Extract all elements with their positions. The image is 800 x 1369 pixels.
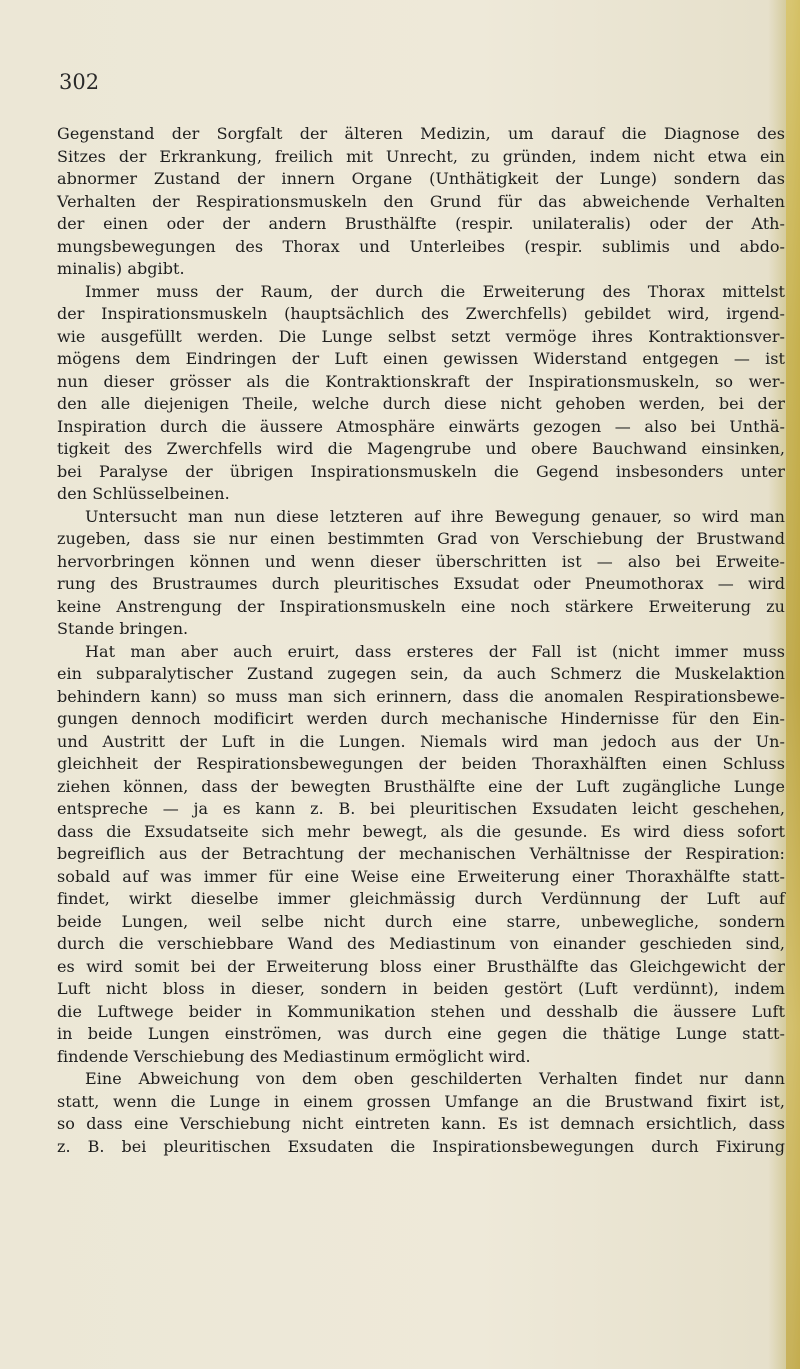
- text-line: wie ausgefüllt werden. Die Lunge selbst setzt vermöge ihres Kontraktionsver-: [57, 326, 785, 346]
- text-line: Verhalten der Respirationsmuskeln den Grund für das abweichende Verhalten: [57, 191, 785, 211]
- text-line: behindern kann) so muss man sich erinnern, dass die anomalen Respirationsbewe-: [57, 686, 785, 706]
- text-line: ein subparalytischer Zustand zugegen sein, da auch Schmerz die Muskelaktion: [57, 664, 785, 683]
- text-line: bei Paralyse der übrigen Inspirationsmuskeln die Gegend insbesonders unter: [57, 461, 785, 481]
- text-line: gungen dennoch modificirt werden durch mechanische Hindernisse für den Ein-: [57, 709, 785, 728]
- text-line: durch die verschiebbare Wand des Mediastinum von einander geschieden sind,: [57, 934, 785, 953]
- text-line: hervorbringen können und wenn dieser überschritten ist — also bei Erweite-: [57, 551, 785, 571]
- paragraph-5: [57, 1068, 785, 1158]
- text-line: in beide Lungen einströmen, was durch eine gegen die thätige Lunge statt-: [57, 1024, 785, 1043]
- text-line: und Austritt der Luft in die Lungen. Niemals wird man jedoch aus der Un-: [57, 731, 785, 751]
- paragraph-1: [57, 123, 785, 281]
- text-line: es wird somit bei der Erweiterung bloss einer Brusthälfte das Gleichgewicht der: [57, 956, 785, 976]
- text-line: minalis) abgibt.: [57, 259, 185, 278]
- page-edge: [786, 0, 800, 1369]
- paragraph-4: [57, 641, 785, 1069]
- text-line: der Inspirationsmuskeln (hauptsächlich des Zwerchfells) gebildet wird, irgend-: [57, 304, 785, 323]
- paragraph-2: [57, 281, 785, 506]
- text-line: mögens dem Eindringen der Luft einen gewissen Widerstand entgegen — ist: [57, 349, 785, 368]
- text-line: dass die Exsudatseite sich mehr bewegt, als die gesunde. Es wird diess sofort: [57, 821, 785, 841]
- text-line: abnormer Zustand der innern Organe (Unthätigkeit der Lunge) sondern das: [57, 169, 785, 188]
- text-line: rung des Brustraumes durch pleuritisches Exsudat oder Pneumothorax — wird: [57, 574, 785, 593]
- text-line: so dass eine Verschiebung nicht eintreten kann. Es ist demnach ersichtlich, dass: [57, 1114, 785, 1133]
- text-line: findet, wirkt dieselbe immer gleichmässig durch Verdünnung der Luft auf: [57, 889, 785, 908]
- text-line: die Luftwege beider in Kommunikation stehen und desshalb die äussere Luft: [57, 1001, 785, 1021]
- text-line: Eine Abweichung von dem oben geschilderten Verhalten findet nur dann: [85, 1069, 785, 1088]
- text-line: den alle diejenigen Theile, welche durch diese nicht gehoben werden, bei der: [57, 394, 785, 413]
- text-line: gleichheit der Respirationsbewegungen der beiden Thoraxhälften einen Schluss: [57, 754, 785, 773]
- text-line: der einen oder der andern Brusthälfte (respir. unilateralis) oder der Ath-: [57, 214, 785, 233]
- text-line: zugeben, dass sie nur einen bestimmten Grad von Verschiebung der Brustwand: [57, 529, 785, 548]
- text-line: Luft nicht bloss in dieser, sondern in beiden gestört (Luft verdünnt), indem: [57, 979, 785, 998]
- text-line: Hat man aber auch eruirt, dass ersteres der Fall ist (nicht immer muss: [85, 641, 785, 661]
- text-line: begreiflich aus der Betrachtung der mechanischen Verhältnisse der Respiration:: [57, 844, 785, 863]
- text-line: Untersucht man nun diese letzteren auf ihre Bewegung genauer, so wird man: [85, 506, 785, 526]
- paragraph-3: [57, 506, 785, 641]
- text-line: Sitzes der Erkrankung, freilich mit Unrecht, zu gründen, indem nicht etwa ein: [57, 146, 785, 166]
- text-line: Stande bringen.: [57, 619, 189, 638]
- text-line: sobald auf was immer für eine Weise eine Erweiterung einer Thoraxhälfte statt-: [57, 866, 785, 886]
- text-line: Inspiration durch die äussere Atmosphäre einwärts gezogen — also bei Unthä-: [57, 416, 785, 436]
- text-line: beide Lungen, weil selbe nicht durch eine starre, unbewegliche, sondern: [57, 911, 785, 931]
- text-line: ziehen können, dass der bewegten Brusthälfte eine der Luft zugängliche Lunge: [57, 776, 785, 796]
- text-line: mungsbewegungen des Thorax und Unterleibes (respir. sublimis und abdo-: [57, 236, 785, 256]
- text-line: z. B. bei pleuritischen Exsudaten die Inspirationsbewegungen durch Fixirung: [57, 1136, 785, 1156]
- text-line: keine Anstrengung der Inspirationsmuskeln eine noch stärkere Erweiterung zu: [57, 596, 785, 616]
- text-line: den Schlüsselbeinen.: [57, 484, 230, 503]
- body-text: [57, 123, 785, 1158]
- text-line: entspreche — ja es kann z. B. bei pleuritischen Exsudaten leicht geschehen,: [57, 799, 785, 818]
- page-number: 302: [59, 70, 100, 94]
- text-line: Immer muss der Raum, der durch die Erweiterung des Thorax mittelst: [85, 281, 785, 301]
- text-line: tigkeit des Zwerchfells wird die Magengrube und obere Bauchwand einsinken,: [57, 439, 785, 458]
- text-line: nun dieser grösser als die Kontraktionskraft der Inspirationsmuskeln, so wer-: [57, 371, 785, 391]
- text-line: findende Verschiebung des Mediastinum ermöglicht wird.: [57, 1046, 531, 1066]
- text-line: Gegenstand der Sorgfalt der älteren Medizin, um darauf die Diagnose des: [57, 124, 785, 143]
- text-line: statt, wenn die Lunge in einem grossen Umfange an die Brustwand fixirt ist,: [57, 1091, 785, 1111]
